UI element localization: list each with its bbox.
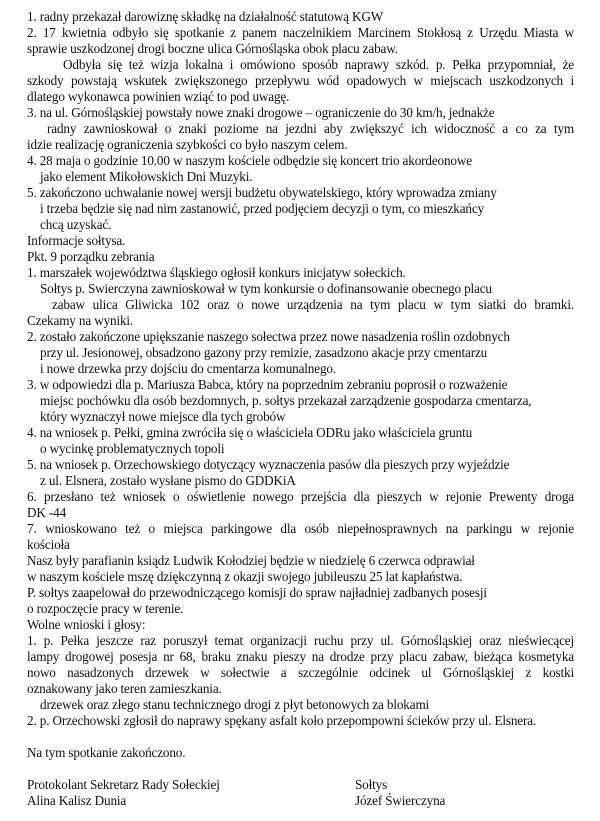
text-line-42: nowo nasadzonych drzewek w sołectwie a szczególnie odcinek ul Górnośląskiej z kostki (27, 665, 574, 680)
text-line-28: o wycinkę problematycznych topoli (40, 441, 225, 456)
text-line-23: i nowe drzewka przy dojściu do cmentarza komunalnego. (40, 361, 336, 376)
text-line-36: w naszym kościele mszę dziękczynną z okazji swojego jubileuszu 25 lat kapłaństwa. (27, 569, 463, 584)
text-line-02: 2. 17 kwietnia odbyło się spotkanie z panem naczelnikiem Marcinem Stokłosą z Urzędu Miasta w (27, 25, 574, 40)
text-line-19: zabaw ulica Gliwicka 102 oraz o nowe urządzenia na tym placu w tym siatki do bramki. (52, 297, 574, 312)
text-line-35: Nasz były parafianin ksiądz Ludwik Kołodziej będzie w niedzielę 6 czerwca odprawiał (27, 553, 475, 568)
text-line-10: 4. 28 maja o godzinie 10.00 w naszym kościele odbędzie się koncert trio akordeonowe (27, 153, 472, 168)
text-line-24: 3. w odpowiedzi dla p. Mariusza Babca, który na poprzednim zebraniu poprosił o rozważenie (27, 377, 508, 392)
signature-right-name: Józef Świerczyna (355, 793, 446, 808)
text-line-09: idzie realizację ograniczenia szybkości co było naszym celem. (27, 137, 348, 152)
text-line-27: 4. na wniosek p. Pełki, gmina zwróciła się o właściciela ODRu jako właściciela gruntu (27, 425, 473, 440)
text-line-26: który wyznaczył nowe miejsce dla tych grobów (40, 409, 286, 424)
text-line-20: Czekamy na wyniki. (27, 313, 134, 328)
text-line-12: 5. zakończono uchwalanie nowej wersji budżetu obywatelskiego, który wprowadza zmiany (27, 185, 497, 200)
text-line-21: 2. zostało zakończone upiększanie naszego sołectwa przez nowe nasadzenia roślin ozdobnych (27, 329, 510, 344)
text-line-13: i trzeba będzie się nad nim zastanowić, przed podjęciem decyzji o tym, co mieszkańcy (40, 201, 485, 216)
text-line-37: P. sołtys zaapelował do przewodniczącego komisji do spraw najładniej zadbanych posesji (27, 585, 487, 600)
text-line-07: 3. na ul. Górnośląskiej powstały nowe znaki drogowe – ograniczenie do 30 km/h, jednakże (27, 105, 495, 120)
text-line-05: szkody powstają wskutek zwiększonego przepływu wód opadowych w miejscach uszkodzonych i (27, 73, 574, 88)
text-line-18: Sołtys p. Swierczyna zawnioskował w tym konkursie o dofinansowanie obecnego placu (40, 281, 492, 296)
text-line-32: DK -44 (27, 505, 67, 520)
text-line-25: miejsc pochówku dla osób bezdomnych, p. sołtys przekazał zarządzenie gospodarza cmentarza, (40, 393, 532, 408)
text-line-45: 2. p. Orzechowski zgłosił do naprawy spękany asfalt koło przepompowni ścieków przy ul. Elsnera. (27, 713, 537, 728)
signature-left-title: Protokolant Sekretarz Rady Sołeckiej (27, 777, 220, 792)
text-line-04: Odbyła się też wizja lokalna i omówiono sposób naprawy szkód. p. Pełka przypomniał, że (63, 57, 574, 72)
text-line-14: chcą uzyskać. (40, 217, 112, 232)
text-line-01: 1. radny przekazał darowiznę składkę na działalność statutową KGW (27, 9, 384, 24)
text-line-03: sprawie uszkodzonej drogi boczne ulica Górnośląska obok placu zabaw. (27, 41, 398, 56)
text-line-44: drzewek oraz złego stanu technicznego drogi z płyt betonowych za blokami (40, 697, 430, 712)
text-line-17: 1. marszałek województwa śląskiego ogłosił konkurs inicjatyw sołeckich. (27, 265, 406, 280)
text-line-38: o rozpoczęcie pracy w terenie. (27, 601, 184, 616)
text-line-16: Pkt. 9 porządku zebrania (27, 249, 155, 264)
signature-right-title: Sołtys (355, 777, 388, 792)
text-line-34: kościoła (27, 537, 70, 552)
signature-left-names: Alina Kalisz Dunia (27, 793, 127, 808)
closing-line: Na tym spotkanie zakończono. (27, 745, 186, 760)
text-line-41: lampy drogowej posesja nr 68, braku znaku pieszy na drodze przy placu zabaw, bieżąca kosmetyka (27, 649, 574, 664)
text-line-06: dlatego wykonawca powinien wziąć to pod uwagę. (27, 89, 290, 104)
text-line-40: 1. p. Pełka jeszcze raz poruszył temat organizacji ruchu przy ul. Górnośląskiej oraz nieświecącej (27, 633, 574, 648)
text-line-33: 7. wnioskowano też o miejsca parkingowe dla osób niepełnosprawnych na parkingu w rejonie (27, 521, 574, 536)
text-line-30: z ul. Elsnera, zostało wysłane pismo do GDDKiA (40, 473, 296, 488)
text-line-29: 5. na wniosek p. Orzechowskiego dotyczący wyznaczenia pasów dla pieszych przy wyjeździe (27, 457, 510, 472)
text-line-22: przy ul. Jesionowej, obsadzono gazony przy remizie, zasadzono akacje przy cmentarzu (40, 345, 488, 360)
text-line-15: Informacje sołtysa. (27, 233, 126, 248)
text-line-11: jako element Mikołowskich Dni Muzyki. (40, 169, 253, 184)
text-line-43: oznakowany jako teren zamieszkania. (27, 681, 222, 696)
text-line-39: Wolne wnioski i głosy: (27, 617, 146, 632)
text-line-31: 6. przesłano też wniosek o oświetlenie nowego przejścia dla pieszych w rejonie Prewenty droga (27, 489, 574, 504)
text-line-08: radny zawnioskował o znaki poziome na jezdni aby zwiększyć ich widoczność a co za tym (47, 121, 574, 136)
